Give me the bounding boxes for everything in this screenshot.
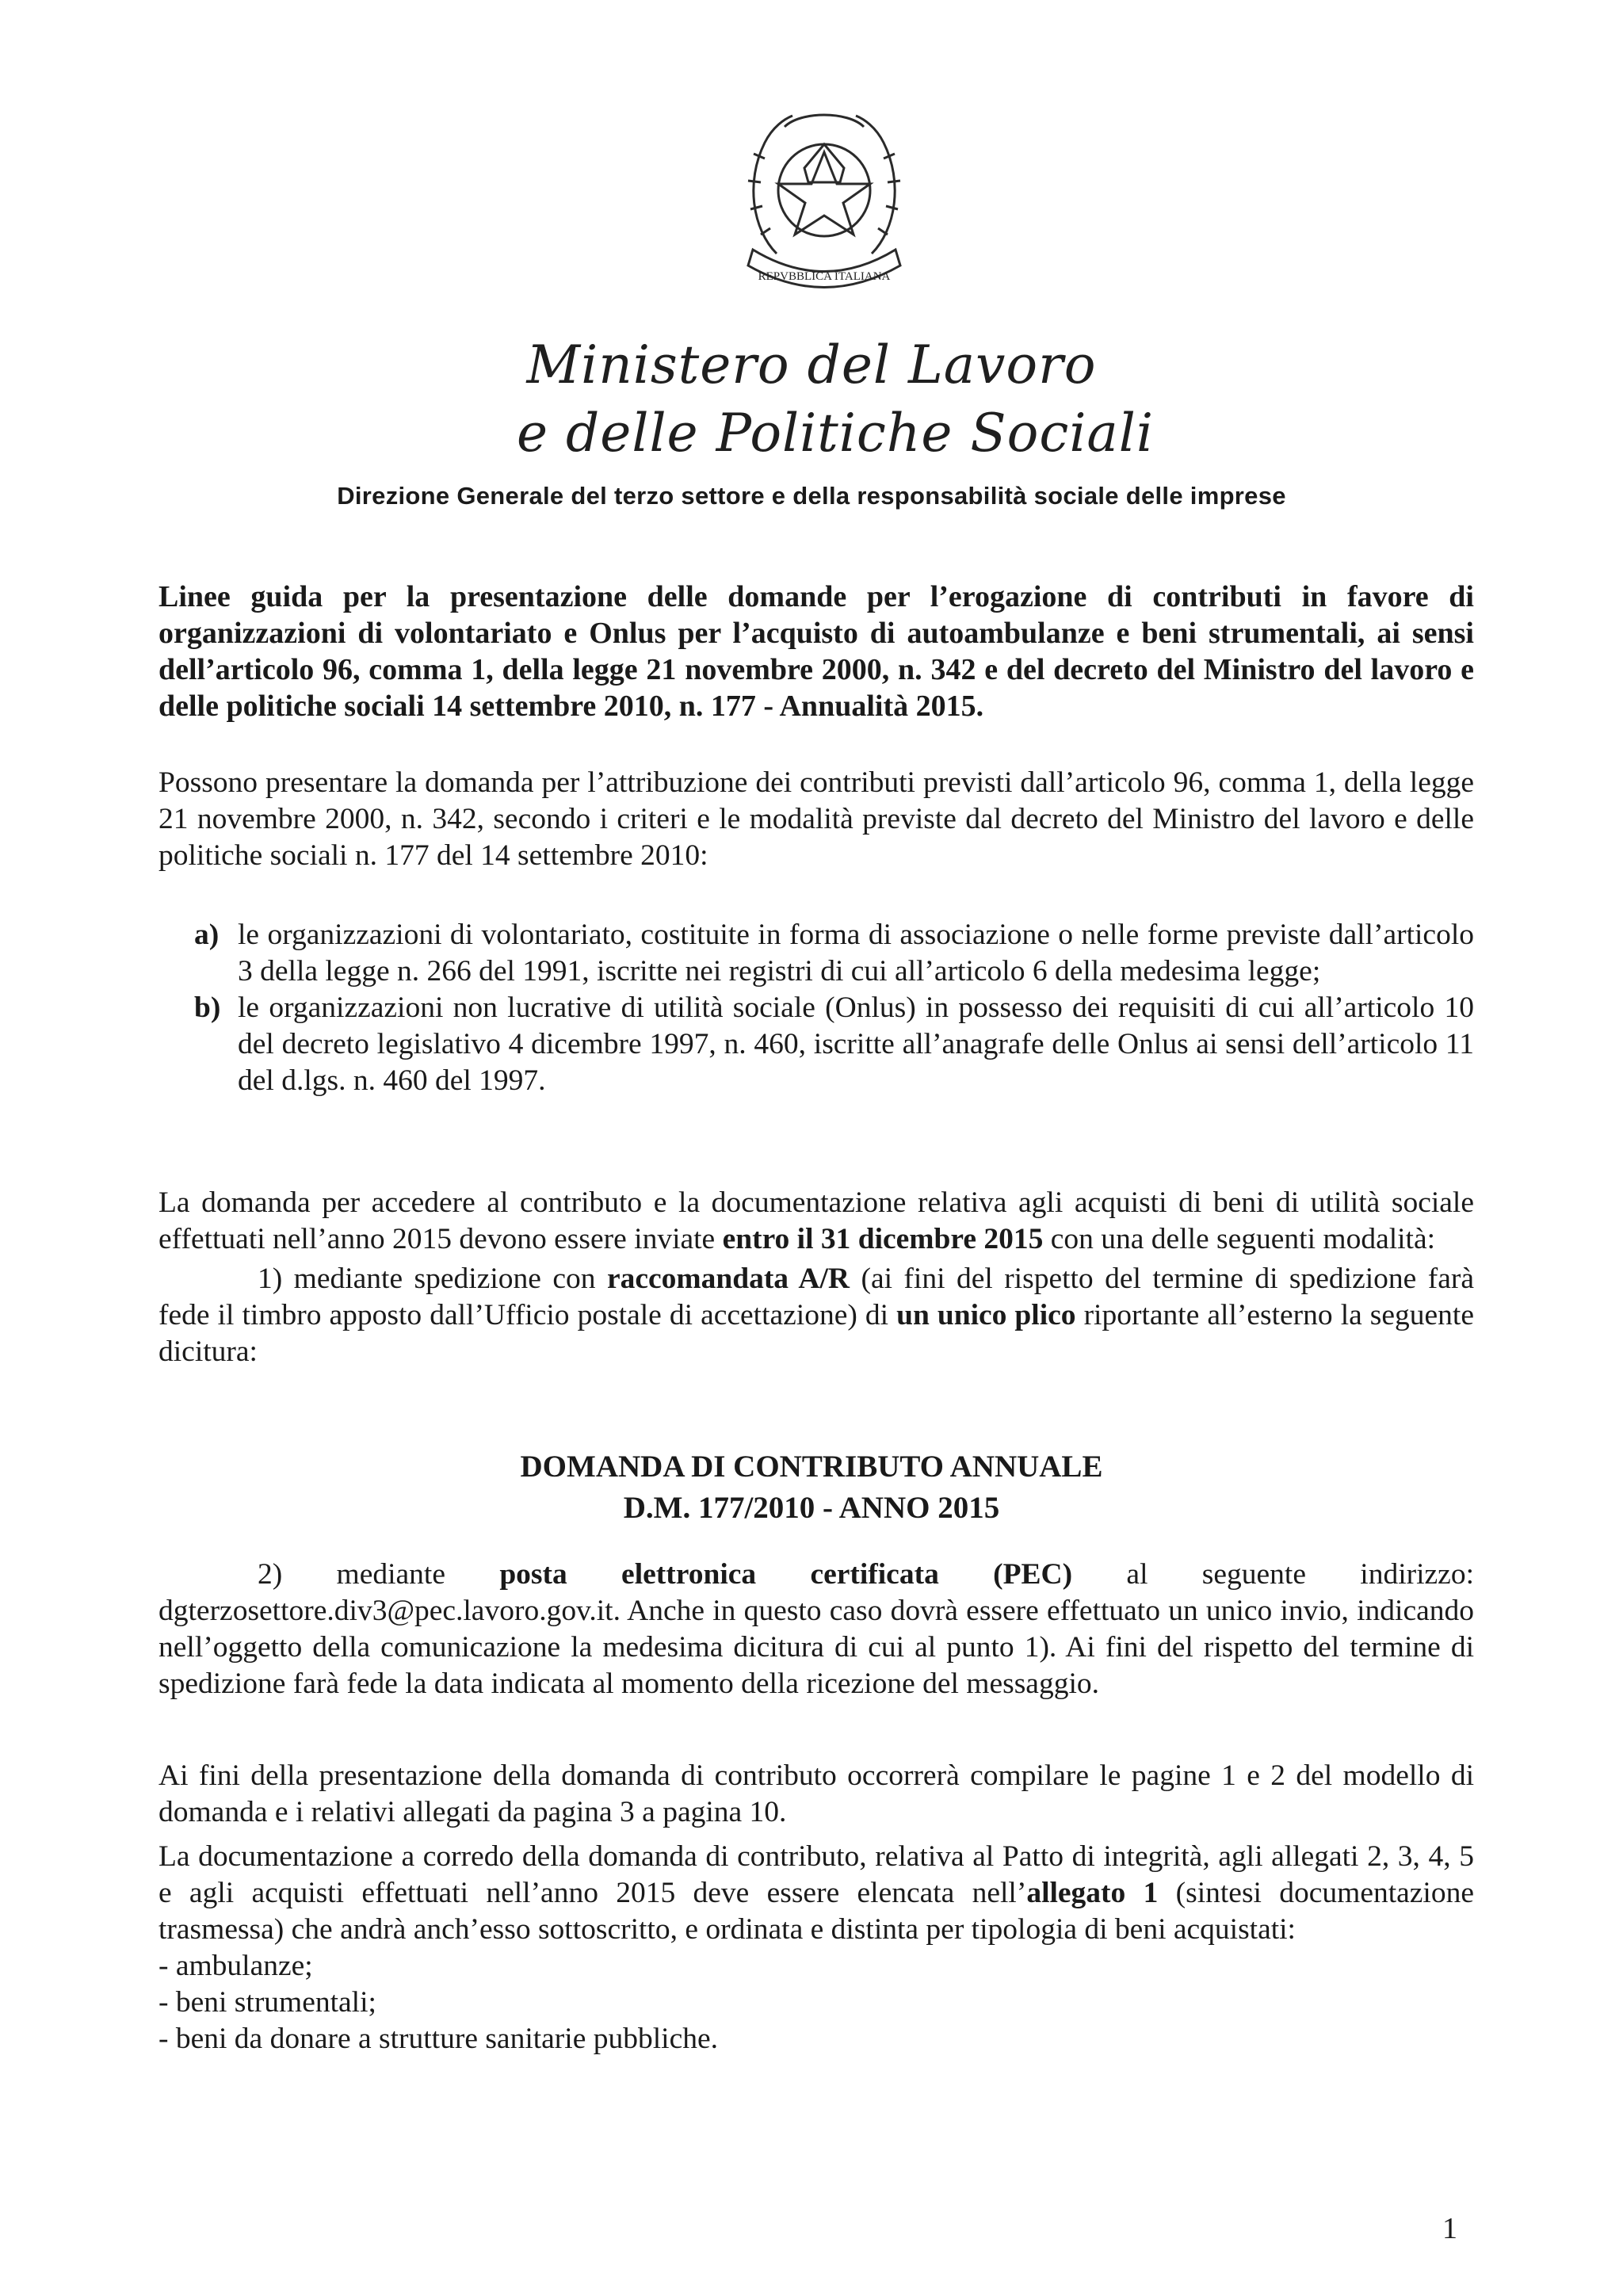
- envelope-wording: [0, 1446, 1623, 1529]
- text-run: al seguente indirizzo:: [1072, 1558, 1475, 1591]
- list-item: - beni da donare a strutture sanitarie pubbliche.: [158, 2023, 718, 2055]
- text-run: 2) mediante: [258, 1558, 500, 1591]
- eligible-organizations-list: [158, 917, 1474, 1099]
- deadline: entro il 31 dicembre 2015: [722, 1223, 1044, 1255]
- documentation-paragraph: [158, 1839, 1474, 1948]
- ministry-line-2: e delle Politiche Sociali: [516, 403, 1154, 464]
- pec-email[interactable]: dgterzosettore.div3@pec.lavoro.gov.it: [158, 1595, 613, 1627]
- text-run: riportante all’esterno la seguente dicitura:: [158, 1299, 1474, 1368]
- pec-label: posta elettronica certificata (PEC): [499, 1558, 1073, 1591]
- pages-paragraph: Ai fini della presentazione della domanda di contributo occorrerà compilare le pagine 1 e 2 del modello di domanda e i relativi allegati da pagina 3 a pagina 10.: [158, 1759, 1474, 1828]
- allegato-1: allegato 1: [1026, 1877, 1159, 1909]
- emblem-ribbon-text: REPVBBLICA ITALIANA: [758, 270, 891, 283]
- republic-emblem-icon: [729, 95, 919, 317]
- instructions-section: [158, 1758, 1474, 2057]
- text-run: (sintesi documentazione trasmessa) che andrà anch’esso sottoscritto, e ordinata e distinta per tipologia di beni acquistati:: [158, 1877, 1474, 1946]
- intro-paragraph: Possono presentare la domanda per l’attribuzione dei contributi previsti dall’articolo 96, comma 1, della legge 21 novembre 2000, n. 342, secondo i criteri e le modalità previste dal decreto del Ministro del lavoro e delle politiche sociali n. 177 del 14 settembre 2010:: [158, 766, 1474, 872]
- text-run: . Anche in questo caso dovrà essere effettuato un unico invio, indicando nell’oggetto della comunicazione la medesima dicitura di cui al punto 1). Ai fini del rispetto del termine di spedizione farà fede la data indicata al momento della ricezione del messaggio.: [158, 1595, 1474, 1700]
- submission-paragraph: [158, 1185, 1474, 1370]
- text-run: La domanda per accedere al contributo e la documentazione relativa agli acquisti di beni di utilità sociale effettuati nell’anno 2015 devono essere inviate: [158, 1186, 1474, 1255]
- unico-plico: un unico plico: [896, 1299, 1076, 1331]
- pec-paragraph: [158, 1557, 1474, 1702]
- list-marker: b): [194, 991, 221, 1024]
- list-item-text: le organizzazioni di volontariato, costituite in forma di associazione o nelle forme previste dall’articolo 3 della legge n. 266 del 1991, iscritte nei registri di cui all’articolo 6 della medesima legge;: [238, 919, 1474, 988]
- deadline-sentence: [158, 1185, 1474, 1258]
- ministry-name: [0, 331, 1623, 468]
- option-2: [158, 1557, 1474, 1702]
- document-title: Linee guida per la presentazione delle domande per l’erogazione di contributi in favore di organizzazioni di volontariato e Onlus per l’acquisto di autoambulanze e beni strumentali, ai sensi dell’articolo 96, comma 1, della legge 21 novembre 2000, n. 342 e del decreto del Ministro del lavoro e delle politiche sociali 14 settembre 2010, n. 177 - Annualità 2015.: [158, 580, 1474, 723]
- list-item: [158, 917, 1474, 990]
- raccomandata: raccomandata A/R: [606, 1263, 850, 1295]
- list-item: [158, 990, 1474, 1099]
- list-item-text: le organizzazioni non lucrative di utilità sociale (Onlus) in possesso dei requisiti di cui all’articolo 10 del decreto legislativo 4 dicembre 1997, n. 460, iscritte all’anagrafe delle Onlus ai sensi dell’articolo 11 del d.lgs. n. 460 del 1997.: [238, 991, 1474, 1097]
- list-item: - beni strumentali;: [158, 1986, 376, 2019]
- envelope-line-2: D.M. 177/2010 - ANNO 2015: [623, 1491, 1000, 1525]
- list-item: - ambulanze;: [158, 1950, 313, 1982]
- list-marker: a): [194, 919, 220, 951]
- option-1: [158, 1261, 1474, 1370]
- direzione-heading: Direzione Generale del terzo settore e della responsabilità sociale delle imprese: [337, 482, 1286, 510]
- envelope-line-1: DOMANDA DI CONTRIBUTO ANNUALE: [520, 1450, 1103, 1484]
- text-run: (ai fini del rispetto del termine di spedizione farà fede il timbro apposto dall’Ufficio postale di accettazione) di: [158, 1263, 1474, 1331]
- text-run: con una delle seguenti modalità:: [1043, 1223, 1436, 1255]
- text-run: 1) mediante spedizione con: [258, 1263, 607, 1295]
- page-number: 1: [1442, 2212, 1457, 2245]
- ministry-line-1: Ministero del Lavoro: [526, 334, 1097, 395]
- text-run: La documentazione a corredo della domanda di contributo, relativa al Patto di integrità, agli allegati 2, 3, 4, 5 e agli acquisti effettuati nell’anno 2015 deve essere elencata nell’: [158, 1840, 1474, 1909]
